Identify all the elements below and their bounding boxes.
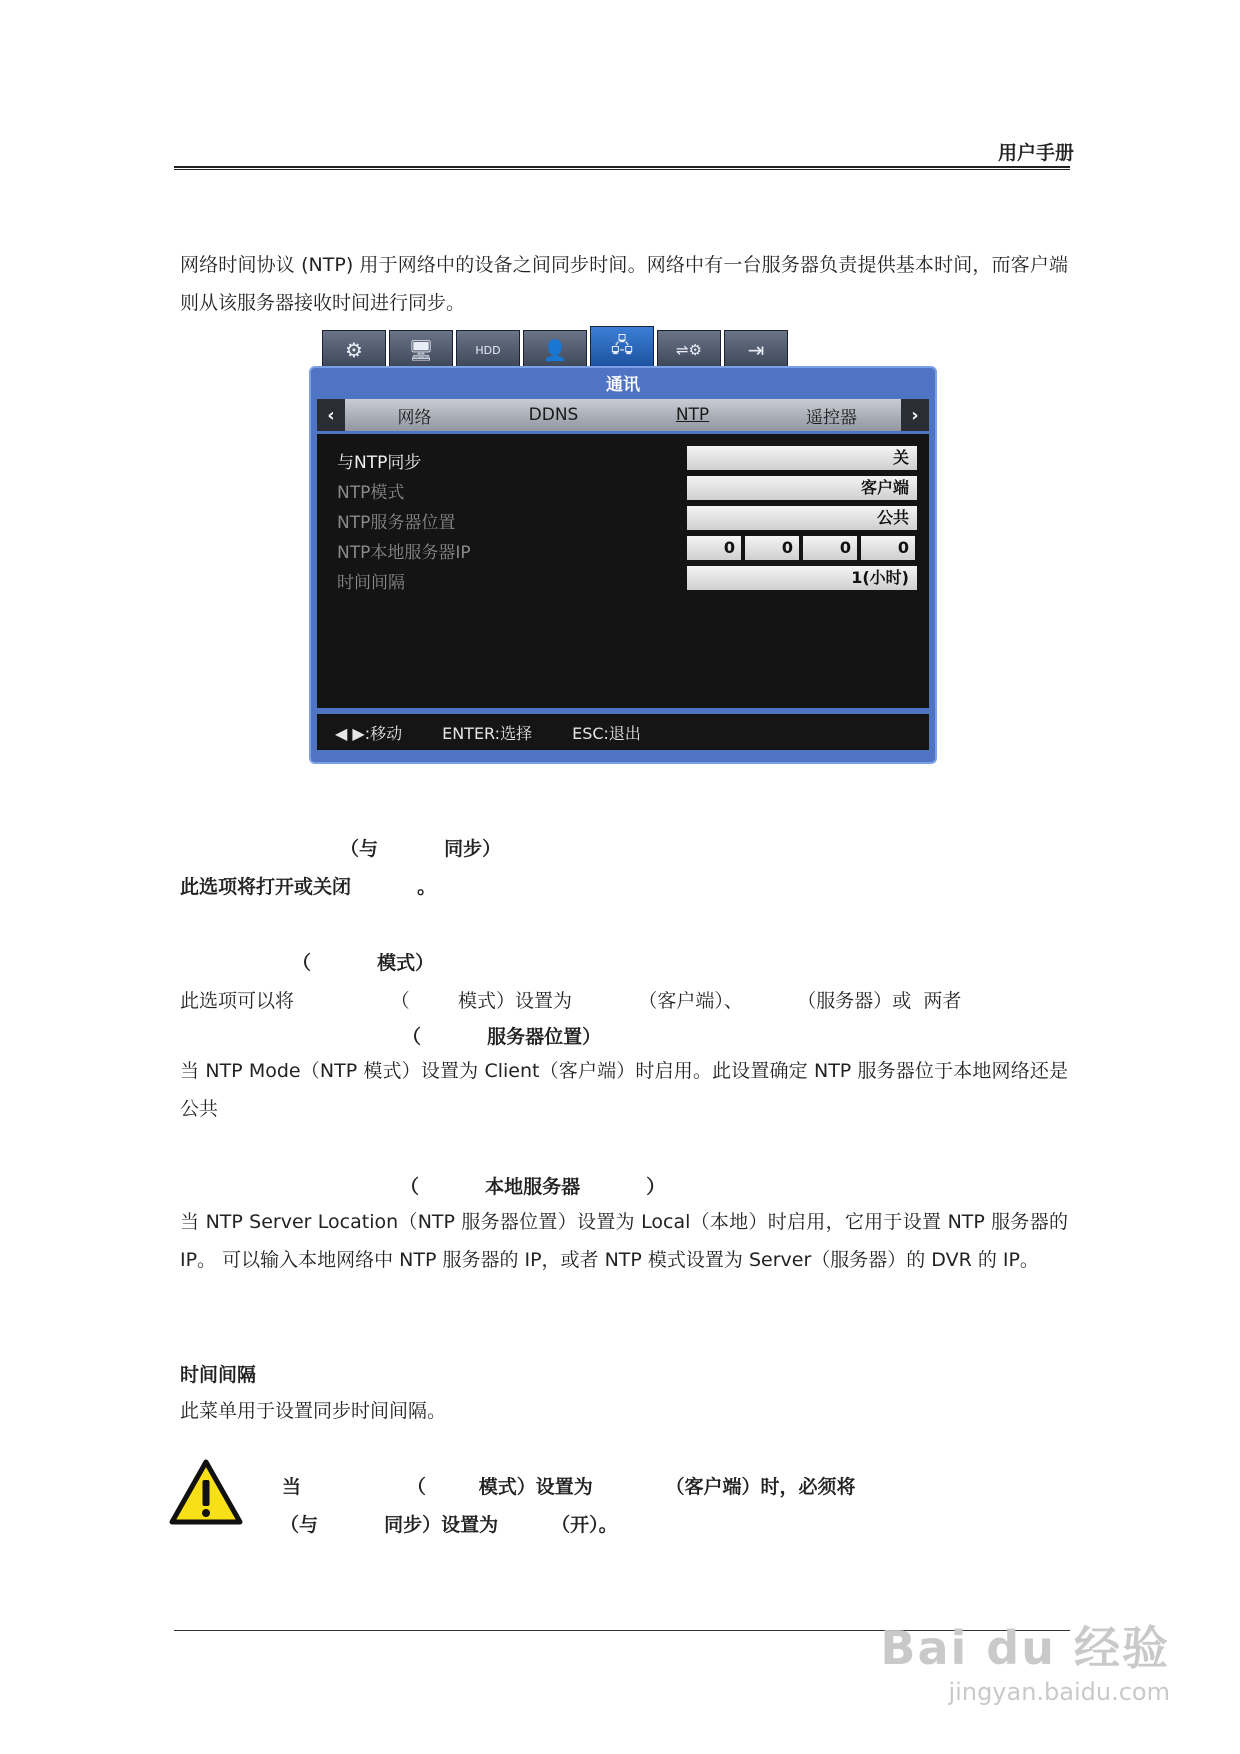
section-sync-heading: （与 同步） xyxy=(340,838,502,860)
intro-paragraph: 网络时间协议 (NTP) 用于网络中的设备之间同步时间。网络中有一台服务器负责提供基本时间，而客户端则从该服务器接收时间进行同步。 xyxy=(180,254,1068,314)
tab-device-icon[interactable]: ⇌⚙ xyxy=(657,330,721,369)
warning-icon xyxy=(168,1458,244,1528)
watermark-logo: Bai du 经验 xyxy=(880,1621,1170,1675)
help-move: ◀ ▶:移动 xyxy=(335,723,403,743)
label-ntp-local-ip: NTP本地服务器IP xyxy=(337,543,471,563)
dvr-help-bar xyxy=(317,714,929,750)
tab-network-icon[interactable]: 🖧 xyxy=(590,326,654,369)
section-mode-heading: （ 模式） xyxy=(292,952,435,974)
help-enter: ENTER:选择 xyxy=(442,723,533,743)
value-time-interval[interactable]: 1(小时) xyxy=(687,566,917,590)
ip-octet-1[interactable]: 0 xyxy=(687,536,741,560)
baidu-watermark xyxy=(880,1612,1170,1706)
section-ip-desc: 当 NTP Server Location（NTP 服务器位置）设置为 Local（本地）时启用，它用于设置 NTP 服务器的 IP。 可以输入本地网络中 NTP 服务器的 IP，或者 NTP 模式设置为 Server（服务器）的 DVR 的 IP。 xyxy=(180,1211,1068,1271)
warning-line-2: （与 同步）设置为 （开）。 xyxy=(280,1514,618,1536)
section-mode-desc: 此选项可以将 （ 模式）设置为 （客户端）、 （服务器）或 两者 xyxy=(180,990,962,1012)
watermark-url: jingyan.baidu.com xyxy=(948,1678,1170,1706)
tab-hdd-icon[interactable]: HDD xyxy=(456,330,520,369)
section-ip-heading: （ 本地服务器 ） xyxy=(400,1176,666,1198)
ip-field xyxy=(687,536,915,560)
tab-user-icon[interactable]: 👤 xyxy=(523,330,587,369)
chevron-right-icon[interactable]: › xyxy=(901,399,929,431)
value-ntp-mode[interactable]: 客户端 xyxy=(687,476,917,500)
subtab-ddns[interactable]: DDNS xyxy=(528,405,579,425)
warning-line-1: 当 （ 模式）设置为 （客户端）时，必须将 xyxy=(282,1476,856,1498)
tab-exit-icon[interactable]: ⇥ xyxy=(724,330,788,369)
value-ntp-sync[interactable]: 关 xyxy=(687,446,917,470)
subtab-remote[interactable]: 遥控器 xyxy=(806,407,857,428)
dvr-top-tabs xyxy=(322,330,788,370)
ip-octet-4[interactable]: 0 xyxy=(861,536,915,560)
help-esc: ESC:退出 xyxy=(572,723,641,743)
ip-octet-2[interactable]: 0 xyxy=(745,536,799,560)
subtab-bar xyxy=(317,399,929,431)
header-rule xyxy=(174,166,1070,170)
section-sync-desc: 此选项将打开或关闭 。 xyxy=(180,876,437,898)
panel-title: 通讯 xyxy=(606,375,640,395)
section-interval-desc: 此菜单用于设置同步时间间隔。 xyxy=(180,1400,447,1422)
label-ntp-server-location: NTP服务器位置 xyxy=(337,513,456,533)
label-ntp-sync: 与NTP同步 xyxy=(337,453,422,473)
subtab-ntp[interactable]: NTP xyxy=(675,405,710,425)
chevron-left-icon[interactable]: ‹ xyxy=(317,399,345,431)
section-interval-heading: 时间间隔 xyxy=(180,1364,257,1386)
label-ntp-mode: NTP模式 xyxy=(337,483,405,503)
ip-octet-3[interactable]: 0 xyxy=(803,536,857,560)
subtab-network[interactable]: 网络 xyxy=(397,407,432,428)
dvr-panel xyxy=(309,366,937,764)
section-location-heading: （ 服务器位置） xyxy=(402,1026,602,1048)
section-location-desc: 当 NTP Mode（NTP 模式）设置为 Client（客户端）时启用。此设置确定 NTP 服务器位于本地网络还是 公共 xyxy=(180,1060,1068,1120)
settings-body xyxy=(317,434,929,708)
tab-system-icon[interactable]: ⚙ xyxy=(322,330,386,369)
tab-display-icon[interactable]: 🖥 xyxy=(389,330,453,369)
label-time-interval: 时间间隔 xyxy=(337,573,405,593)
header-title: 用户手册 xyxy=(997,142,1074,164)
value-ntp-server-location[interactable]: 公共 xyxy=(687,506,917,530)
